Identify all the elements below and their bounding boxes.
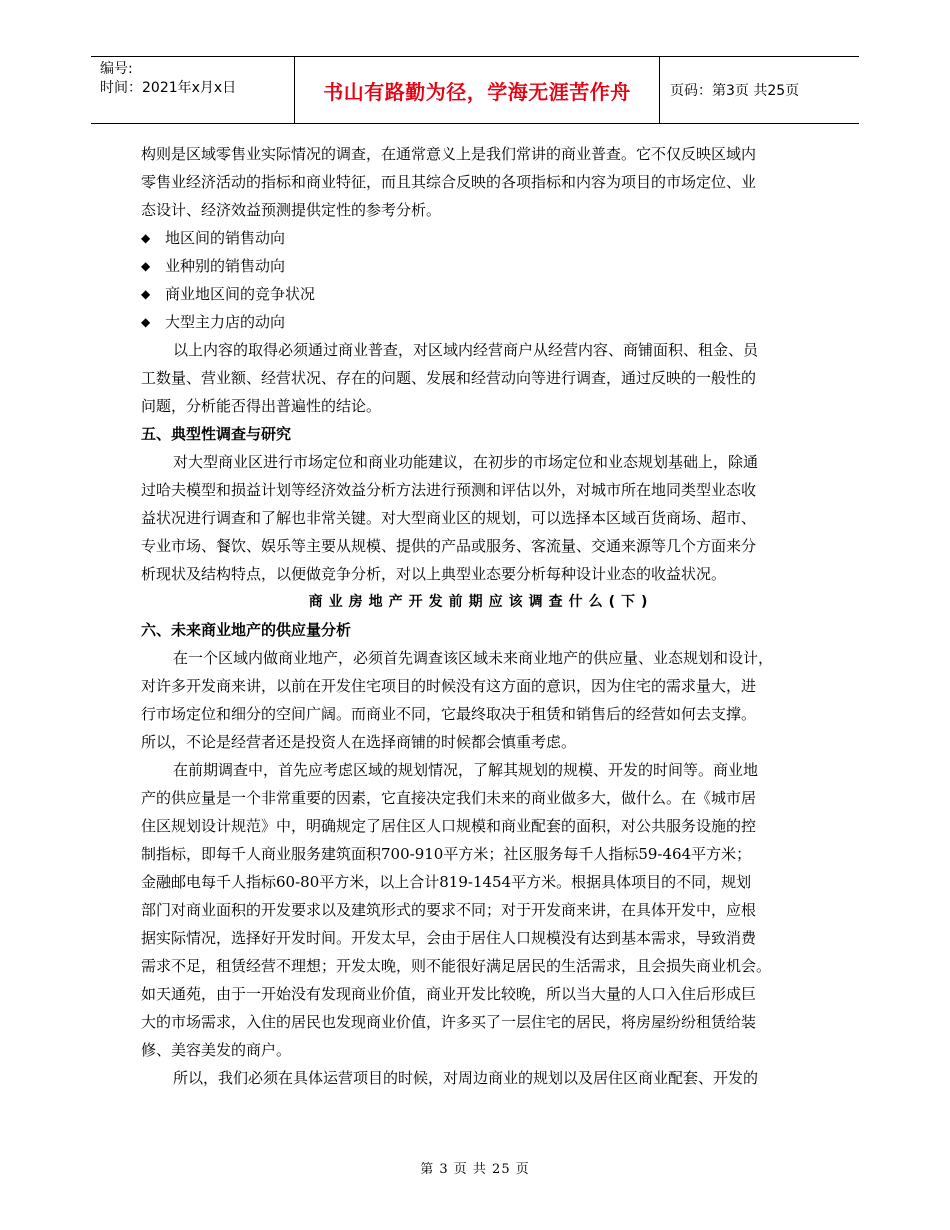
- text-line: 专业市场、餐饮、娱乐等主要从规模、提供的产品或服务、客流量、交通来源等几个方面来分: [141, 537, 757, 555]
- text-line: 过哈夫模型和损益计划等经济效益分析方法进行预测和评估以外，对城市所在地同类型业态收: [141, 481, 757, 499]
- text-line: 所以，不论是经营者还是投资人在选择商铺的时候都会慎重考虑。: [141, 733, 577, 751]
- text-line: 零售业经济活动的指标和商业特征，而且其综合反映的各项指标和内容为项目的市场定位、业: [141, 173, 757, 191]
- text-line: 工数量、营业额、经营状况、存在的问题、发展和经营动向等进行调查，通过反映的一般性的: [141, 369, 757, 387]
- text-line: 修、美容美发的商户。: [141, 1041, 292, 1059]
- section-heading: 六、未来商业地产的供应量分析: [141, 621, 352, 639]
- list-item: [141, 252, 821, 280]
- text-line: 问题，分析能否得出普遍性的结论。: [141, 397, 382, 415]
- header-number-label: 编号:: [100, 61, 133, 77]
- text-line: 部门对商业面积的开发要求以及建筑形式的要求不同；对于开发商来讲，在具体开发中，应根: [141, 901, 757, 919]
- text-line: 益状况进行调查和了解也非常关键。对大型商业区的规划，可以选择本区域百货商场、超市、: [141, 509, 757, 527]
- header-time-label: 时间：2021年x月x日: [100, 80, 237, 96]
- text-line: 在一个区域内做商业地产，必须首先调查该区域未来商业地产的供应量、业态规划和设计，: [173, 649, 774, 667]
- text-line: 产的供应量是一个非常重要的因素，它直接决定我们未来的商业做多大，做什么。在《城市居: [141, 789, 757, 807]
- diamond-bullet-icon: ◆: [141, 315, 151, 329]
- list-item-text: 大型主力店的动向: [165, 313, 286, 331]
- article-title: 商业房地产开发前期应该调查什么(下): [308, 594, 654, 610]
- list-item: [141, 224, 821, 252]
- text-line: 态设计、经济效益预测提供定性的参考分析。: [141, 201, 442, 219]
- section-heading: 五、典型性调查与研究: [141, 425, 292, 443]
- text-line: 住区规划设计规范》中，明确规定了居住区人口规模和商业配套的面积，对公共服务设施的控: [141, 817, 757, 835]
- text-line: 析现状及结构特点，以便做竞争分析，对以上典型业态要分析每种设计业态的收益状况。: [141, 565, 727, 583]
- list-item-text: 地区间的销售动向: [165, 229, 286, 247]
- text-line: 以上内容的取得必须通过商业普查，对区域内经营商户从经营内容、商铺面积、租金、员: [173, 341, 759, 359]
- text-line: 大的市场需求，入住的居民也发现商业价值，许多买了一层住宅的居民，将房屋纷纷租赁给装: [141, 1013, 757, 1031]
- text-line: 构则是区域零售业实际情况的调查，在通常意义上是我们常讲的商业普查。它不仅反映区域内: [141, 145, 757, 163]
- text-line: 在前期调查中，首先应考虑区域的规划情况，了解其规划的规模、开发的时间等。商业地: [173, 761, 759, 779]
- text-line: 对许多开发商来讲，以前在开发住宅项目的时候没有这方面的意识，因为住宅的需求量大，进: [141, 677, 757, 695]
- text-line: 对大型商业区进行市场定位和商业功能建议，在初步的市场定位和业态规划基础上，除通: [173, 453, 759, 471]
- header-meta: [91, 57, 295, 123]
- header-page-info: 页码：第3页 共25页: [670, 83, 800, 99]
- text-line: 制指标，即每千人商业服务建筑面积700-910平方米；社区服务每千人指标59-464平方米；: [141, 845, 752, 863]
- text-line: 金融邮电每千人指标60-80平方米，以上合计819-1454平方米。根据具体项目的不同，规划: [141, 873, 752, 891]
- list-item: [141, 308, 821, 336]
- diamond-bullet-icon: ◆: [141, 259, 151, 273]
- text-line: 所以，我们必须在具体运营项目的时候，对周边商业的规划以及居住区商业配套、开发的: [173, 1069, 759, 1087]
- list-item: [141, 280, 821, 308]
- document-body: [141, 140, 821, 1092]
- page-header: [91, 56, 859, 124]
- diamond-bullet-icon: ◆: [141, 231, 151, 245]
- list-item-text: 商业地区间的竞争状况: [165, 285, 316, 303]
- page-footer: 第 3 页 共 25 页: [420, 1162, 530, 1177]
- header-motto: 书山有路勤为径，学海无涯苦作舟: [295, 57, 660, 123]
- text-line: 据实际情况，选择好开发时间。开发太早，会由于居住人口规模没有达到基本需求，导致消费: [141, 929, 757, 947]
- diamond-bullet-icon: ◆: [141, 287, 151, 301]
- list-item-text: 业种别的销售动向: [165, 257, 286, 275]
- text-line: 行市场定位和细分的空间广阔。而商业不同，它最终取决于租赁和销售后的经营如何去支撑。: [141, 705, 757, 723]
- text-line: 需求不足，租赁经营不理想；开发太晚，则不能很好满足居民的生活需求，且会损失商业机会。: [141, 957, 772, 975]
- text-line: 如天通苑，由于一开始没有发现商业价值，商业开发比较晚，所以当大量的人口入住后形成巨: [141, 985, 757, 1003]
